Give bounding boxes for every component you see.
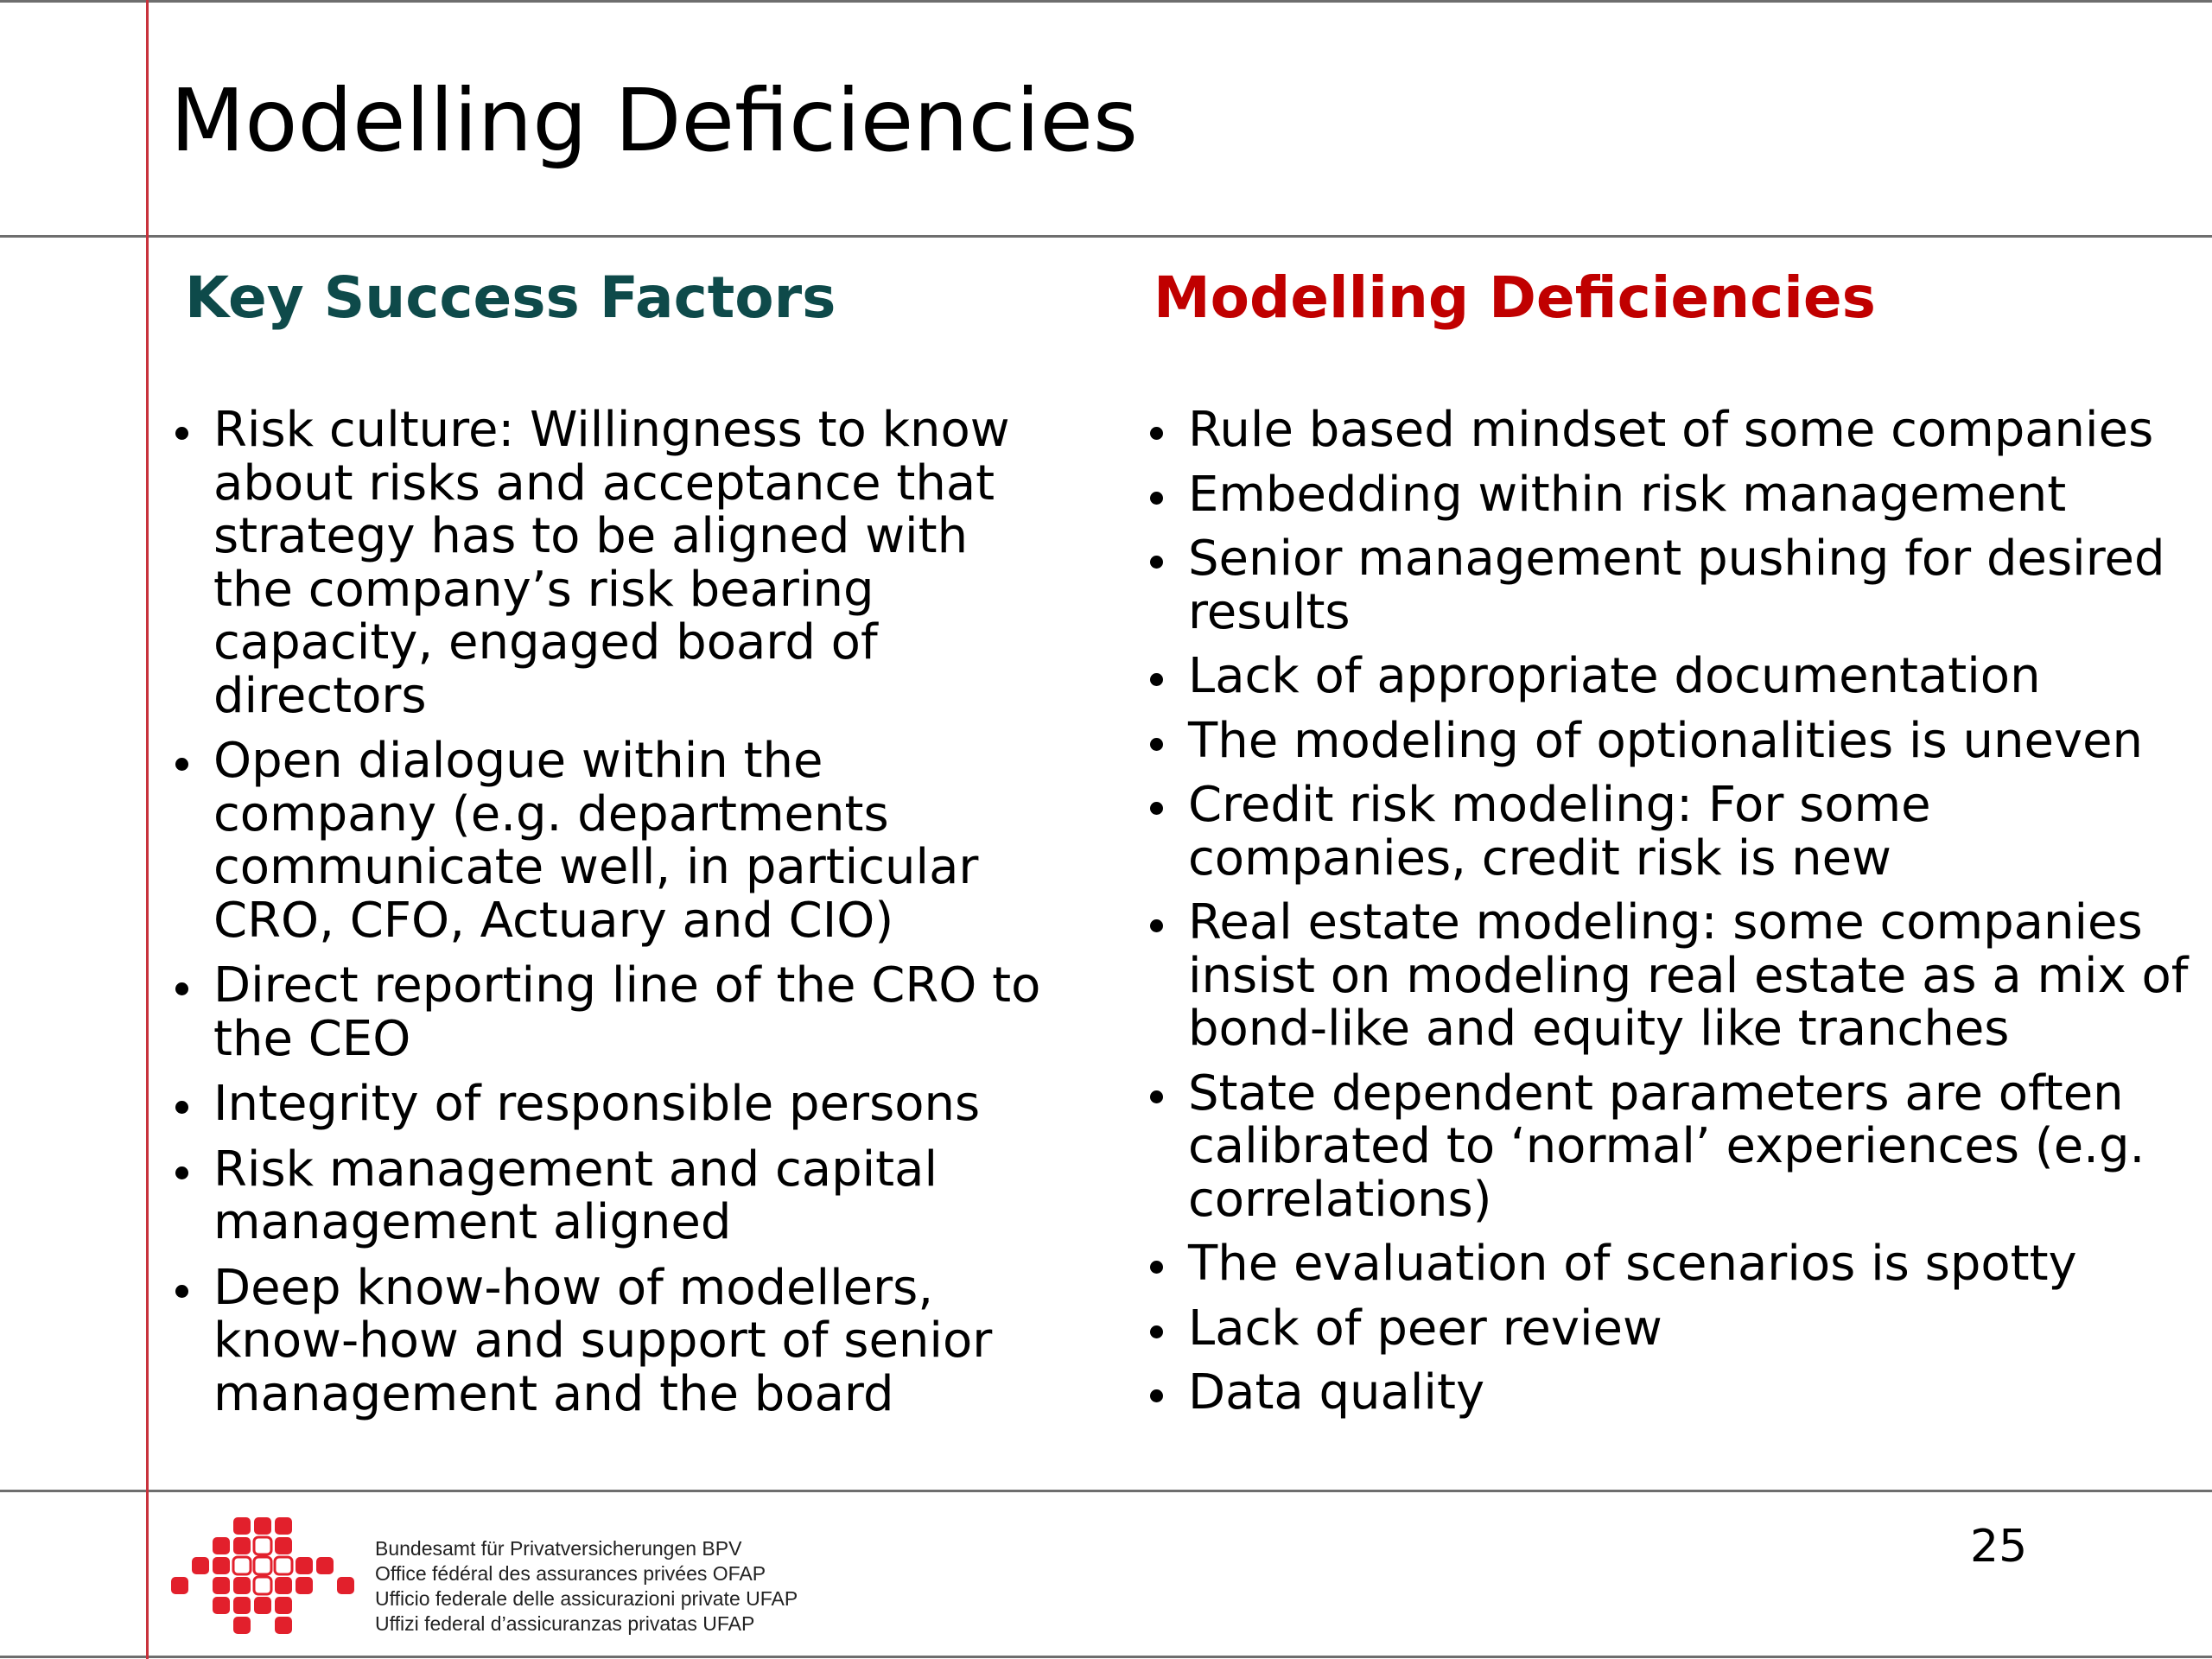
org-name-romansh: Uffizi federal d’assicuranzas privatas UFAP xyxy=(375,1612,755,1635)
list-item: Lack of peer review xyxy=(1147,1302,2209,1356)
list-item: Risk management and capital management aligned xyxy=(172,1143,1045,1249)
logo-dot xyxy=(213,1597,230,1614)
logo-dot xyxy=(213,1537,230,1554)
logo-dot xyxy=(275,1537,292,1554)
logo-dot xyxy=(296,1557,313,1574)
org-name-german: Bundesamt für Privatversicherungen BPV xyxy=(375,1537,742,1560)
logo-dot xyxy=(275,1517,292,1535)
org-name-italian: Ufficio federale delle assicurazioni private UFAP xyxy=(375,1587,798,1610)
swiss-cross-dots-logo-icon xyxy=(169,1514,359,1635)
logo-dot xyxy=(275,1557,292,1574)
list-item: Direct reporting line of the CRO to the CEO xyxy=(172,959,1045,1065)
page-number: 25 xyxy=(1970,1521,2028,1573)
list-item: The evaluation of scenarios is spotty xyxy=(1147,1237,2209,1291)
logo-dot xyxy=(233,1597,251,1614)
footer-divider-line xyxy=(0,1490,2212,1492)
left-accent-line xyxy=(146,0,149,1659)
logo-dot xyxy=(254,1517,271,1535)
logo-dot xyxy=(337,1577,354,1594)
org-name-french: Office fédéral des assurances privées OFAP xyxy=(375,1562,766,1585)
list-item: Rule based mindset of some companies xyxy=(1147,404,2209,457)
logo-dot xyxy=(316,1557,334,1574)
list-item: Deep know-how of modellers, know-how and support of senior management and the board xyxy=(172,1262,1045,1421)
bottom-border-line xyxy=(0,1656,2212,1658)
logo-dot xyxy=(254,1577,271,1594)
list-item: Credit risk modeling: For some companies, credit risk is new xyxy=(1147,779,2209,885)
list-item: Embedding within risk management xyxy=(1147,468,2209,522)
logo-dot xyxy=(275,1597,292,1614)
logo-dot xyxy=(275,1617,292,1634)
list-item: Integrity of responsible persons xyxy=(172,1077,1045,1131)
list-item: State dependent parameters are often calibrated to ‘normal’ experiences (e.g. correlations) xyxy=(1147,1067,2209,1227)
logo-dot xyxy=(254,1537,271,1554)
list-item: Lack of appropriate documentation xyxy=(1147,650,2209,703)
slide-title: Modelling Deficiencies xyxy=(170,70,1139,171)
list-item: Risk culture: Willingness to know about risks and acceptance that strategy has to be aligned with the company’s risk bearing capacity, engaged board of directors xyxy=(172,404,1045,722)
organization-names xyxy=(375,1536,798,1637)
logo-dot xyxy=(213,1577,230,1594)
list-item: The modeling of optionalities is uneven xyxy=(1147,715,2209,768)
key-success-factors-heading: Key Success Factors xyxy=(185,264,836,331)
list-item: Open dialogue within the company (e.g. departments communicate well, in particular CRO, CFO, Actuary and CIO) xyxy=(172,734,1045,947)
logo-dot xyxy=(254,1597,271,1614)
logo-dot xyxy=(275,1577,292,1594)
key-success-factors-list xyxy=(172,404,1045,1433)
logo-dot xyxy=(233,1577,251,1594)
top-border-line xyxy=(0,0,2212,3)
modelling-deficiencies-list xyxy=(1147,404,2209,1431)
logo-dot xyxy=(296,1577,313,1594)
logo-dot xyxy=(254,1557,271,1574)
title-divider-line xyxy=(0,235,2212,238)
list-item: Senior management pushing for desired results xyxy=(1147,532,2209,639)
list-item: Real estate modeling: some companies insist on modeling real estate as a mix of bond-like and equity like tranches xyxy=(1147,896,2209,1056)
logo-dot xyxy=(213,1557,230,1574)
modelling-deficiencies-heading: Modelling Deficiencies xyxy=(1154,264,1876,331)
logo-dot xyxy=(233,1517,251,1535)
logo-dot xyxy=(233,1557,251,1574)
logo-dot xyxy=(233,1537,251,1554)
logo-dot xyxy=(192,1557,209,1574)
logo-dot xyxy=(171,1577,188,1594)
logo-dot xyxy=(233,1617,251,1634)
list-item: Data quality xyxy=(1147,1366,2209,1420)
